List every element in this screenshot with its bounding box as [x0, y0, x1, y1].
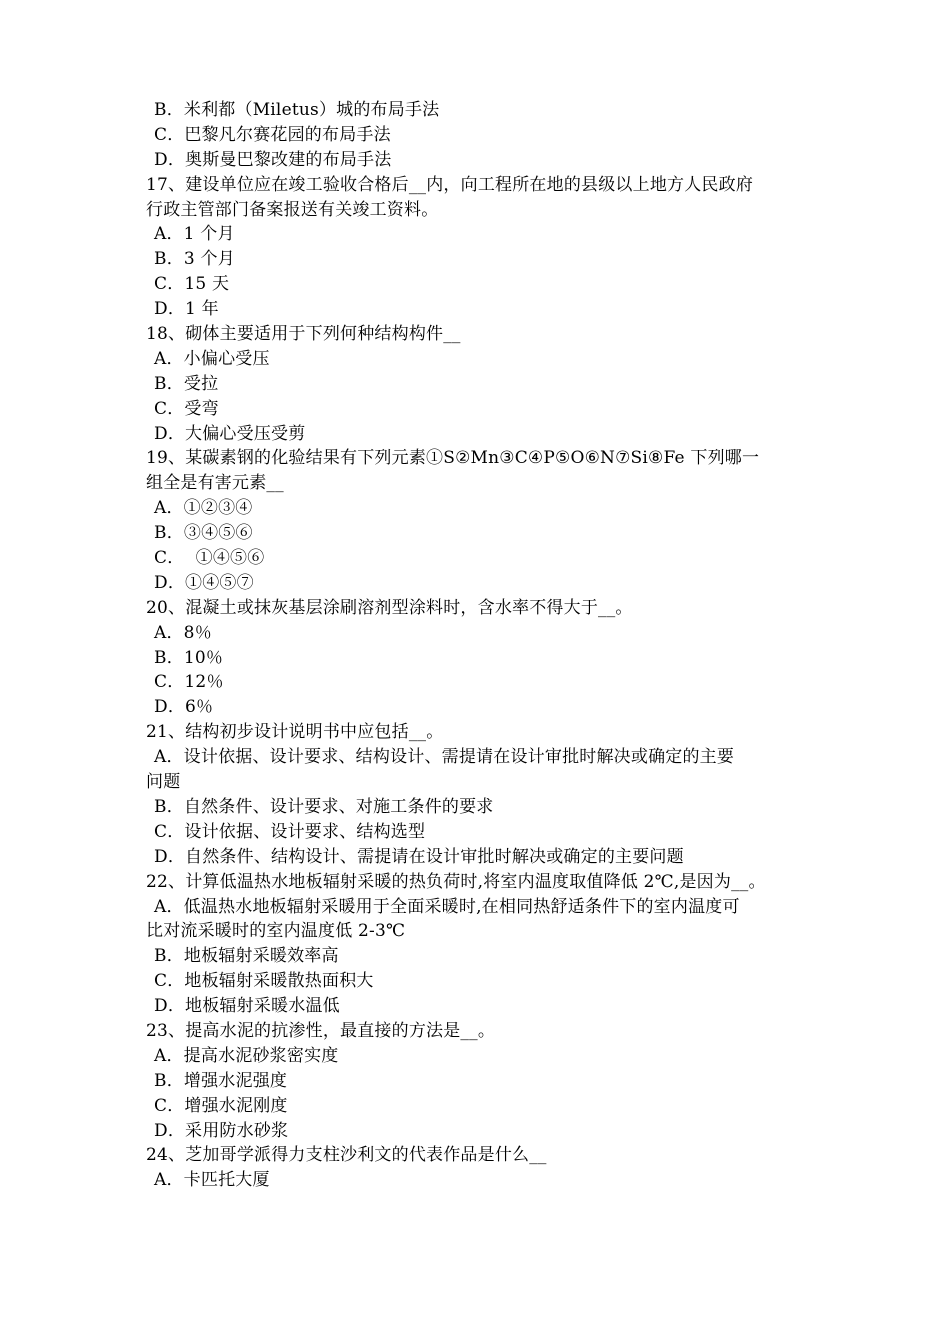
- option-line: C． ①④⑤⑥: [154, 548, 265, 569]
- question-line: 21、结构初步设计说明书中应包括__。: [146, 722, 444, 743]
- exam-text: [146, 98, 816, 1193]
- option-line: A．8％: [154, 622, 212, 643]
- option-line: A．提高水泥砂浆密实度: [154, 1045, 339, 1066]
- option-line: C．12％: [154, 672, 224, 693]
- option-line: D．奥斯曼巴黎改建的布局手法: [154, 149, 392, 170]
- option-line: B．10％: [154, 647, 224, 668]
- question-line: 20、混凝土或抹灰基层涂刷溶剂型涂料时，含水率不得大于__。: [146, 597, 633, 618]
- option-line: D．地板辐射采暖水温低: [154, 996, 340, 1017]
- option-line: C．地板辐射采暖散热面积大: [154, 971, 374, 992]
- option-line: B．自然条件、设计要求、对施工条件的要求: [154, 796, 494, 817]
- option-line: C．增强水泥刚度: [154, 1095, 288, 1116]
- option-line: B．③④⑤⑥: [154, 523, 253, 544]
- option-line: C．设计依据、设计要求、结构选型: [154, 821, 426, 842]
- question-line: 组全是有害元素__: [146, 473, 284, 494]
- option-line: A．卡匹托大厦: [154, 1170, 270, 1191]
- option-line: D．6％: [154, 697, 214, 718]
- option-line: D．大偏心受压受剪: [154, 423, 306, 444]
- option-line: A．设计依据、设计要求、结构设计、需提请在设计审批时解决或确定的主要: [154, 747, 735, 768]
- option-line: A．①②③④: [154, 498, 253, 519]
- option-line: D．1 年: [154, 299, 219, 320]
- option-line: D．采用防水砂浆: [154, 1120, 289, 1141]
- question-line: 23、提高水泥的抗渗性，最直接的方法是__。: [146, 1020, 496, 1041]
- question-line: 行政主管部门备案报送有关竣工资料。: [146, 199, 439, 220]
- option-line: B．3 个月: [154, 249, 235, 270]
- option-line: B．地板辐射采暖效率高: [154, 946, 339, 967]
- question-line: 17、建设单位应在竣工验收合格后__内，向工程所在地的县级以上地方人民政府: [146, 174, 754, 195]
- option-line: D．①④⑤⑦: [154, 572, 254, 593]
- option-line: C．15 天: [154, 274, 230, 295]
- question-line: 22、计算低温热水地板辐射采暖的热负荷时,将室内温度取值降低 2℃,是因为__。: [146, 871, 766, 892]
- continuation-line: 比对流采暖时的室内温度低 2-3℃: [146, 921, 406, 942]
- option-line: B．增强水泥强度: [154, 1070, 288, 1091]
- option-line: C．受弯: [154, 398, 219, 419]
- question-line: 18、砌体主要适用于下列何种结构构件__: [146, 324, 461, 345]
- option-line: B．受拉: [154, 373, 219, 394]
- option-line: D．自然条件、结构设计、需提请在设计审批时解决或确定的主要问题: [154, 846, 684, 867]
- option-line: C．巴黎凡尔赛花园的布局手法: [154, 124, 391, 145]
- question-line: 19、某碳素钢的化验结果有下列元素①S②Mn③C④P⑤O⑥N⑦Si⑧Fe 下列哪一: [146, 448, 760, 469]
- option-line: B．米利都（Miletus）城的布局手法: [154, 100, 440, 120]
- continuation-line: 问题: [146, 772, 181, 793]
- option-line: A．小偏心受压: [154, 348, 270, 369]
- option-line: A．低温热水地板辐射采暖用于全面采暖时,在相同热舒适条件下的室内温度可: [154, 896, 740, 917]
- question-line: 24、芝加哥学派得力支柱沙利文的代表作品是什么__: [146, 1145, 547, 1166]
- option-line: A．1 个月: [154, 224, 235, 245]
